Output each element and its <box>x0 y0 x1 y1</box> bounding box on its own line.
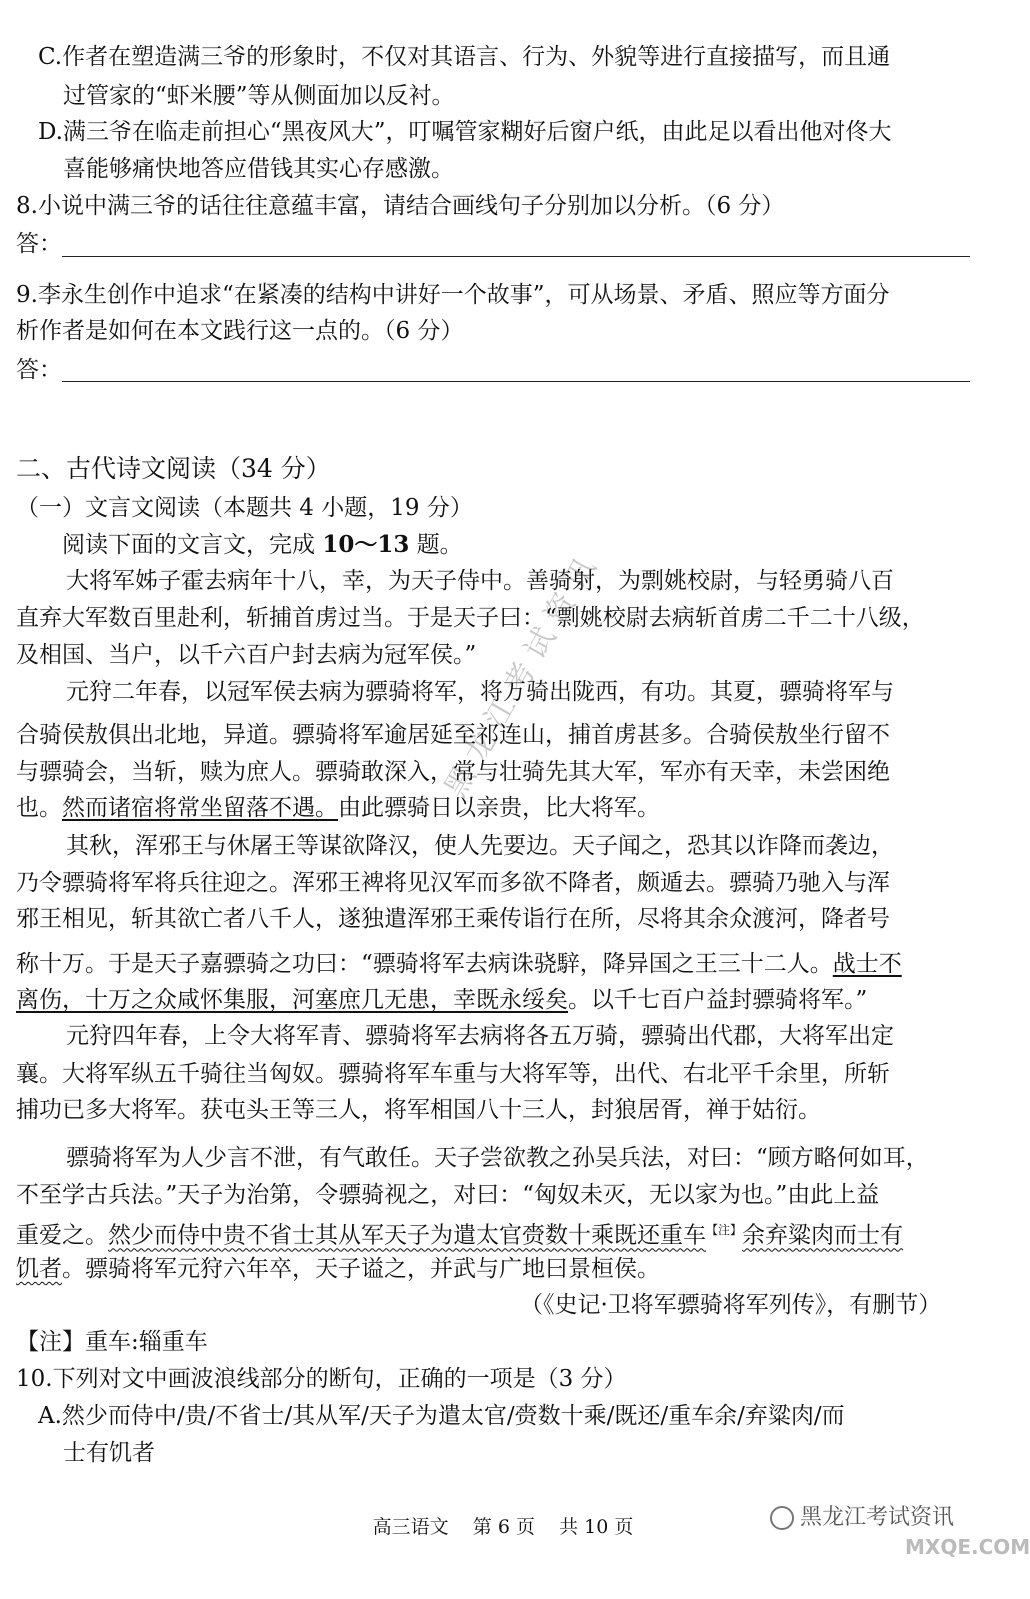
instruction-text: 阅读下面的文言文，完成 <box>62 532 323 558</box>
passage-p2-line2: 合骑侯敖俱出北地，异道。骠骑将军逾居延至祁连山，捕首虏甚多。合骑侯敖坐行留不 <box>16 722 890 748</box>
underlined-sentence: 然而诸宿将常坐留落不遇。 <box>62 795 338 821</box>
q8-answer-line[interactable] <box>62 256 970 257</box>
logo-text: 黑龙江考试资讯 <box>800 1505 955 1530</box>
text: 也。 <box>16 795 62 821</box>
brand-watermark: MXQE.COM <box>905 1535 1030 1559</box>
passage-source: （《史记·卫将军骠骑将军列传》，有删节） <box>520 1292 942 1318</box>
underlined-sentence: 战士不 <box>832 951 902 977</box>
q10-option-a-line1: A.然少而侍中/贵/不省士/其从军/天子为遣太官/赍数十乘/既还/重车余/弃粱肉/而 <box>38 1403 845 1429</box>
passage-p4-line3: 捕功已多大将军。获屯头王等三人，将军相国八十三人，封狼居胥，禅于姑衍。 <box>16 1097 821 1123</box>
passage-p3-line1: 其秋，浑邪王与休屠王等谋欲降汉，使人先要边。天子闻之，恐其以诈降而袭边， <box>66 833 894 859</box>
footnote: 【注】重车:辎重车 <box>16 1329 208 1355</box>
reading-instruction <box>62 530 463 560</box>
q9-question-line1: 9.李永生创作中追求“在紧凑的结构中讲好一个故事”，可从场景、矛盾、照应等方面分 <box>16 282 890 308</box>
passage-p1-line1: 大将军姊子霍去病年十八，幸，为天子侍中。善骑射，为剽姚校尉，与轻勇骑八百 <box>66 568 894 594</box>
passage-p2-line3: 与骠骑会，当斩，赎为庶人。骠骑敢深入，常与壮骑先其大军，军亦有天幸，未尝困绝 <box>16 759 890 785</box>
q7-option-c-line1: C.作者在塑造满三爷的形象时，不仅对其语言、行为、外貌等进行直接描写，而且通 <box>38 44 891 70</box>
q10-question: 10.下列对文中画波浪线部分的断句，正确的一项是（3 分） <box>16 1366 627 1392</box>
q9-question-line2: 析作者是如何在本文践行这一点的。（6 分） <box>16 318 464 344</box>
passage-p1-line2: 直弃大军数百里赴利，斩捕首虏过当。于是天子曰：“剽姚校尉去病斩首虏二千二十八级， <box>16 605 925 631</box>
watermark: 黑龙江考试资讯 <box>437 543 609 804</box>
passage-p5-line4 <box>16 1254 660 1284</box>
passage-p3-line4 <box>16 949 902 979</box>
passage-p5-line2: 不至学古兵法。”天子为治第，令骠骑视之，对曰：“匈奴未灭，无以家为也。”由此上益 <box>16 1182 880 1208</box>
passage-p1-line3: 及相国、当户，以千六百户封去病为冠军侯。” <box>16 642 477 668</box>
q8-question: 8.小说中满三爷的话往往意蕴丰富，请结合画线句子分别加以分析。（6 分） <box>16 193 785 219</box>
page-footer: 高三语文 第 6 页 共 10 页 <box>372 1516 634 1538</box>
wechat-icon <box>770 1506 794 1530</box>
text: 。骠骑将军元狩六年卒，天子谥之，并武与广地曰景桓侯。 <box>62 1256 660 1282</box>
passage-p2-line4 <box>16 793 660 823</box>
q9-answer-line[interactable] <box>62 381 970 382</box>
q7-option-d-line1: D.满三爷在临走前担心“黑夜风大”，叮嘱管家糊好后窗户纸，由此足以看出他对佟大 <box>38 119 892 145</box>
passage-p3-line2: 乃令骠骑将军将兵往迎之。浑邪王裨将见汉军而多欲不降者，颇遁去。骠骑乃驰入与浑 <box>16 870 890 896</box>
wavy-underlined-text: 饥者 <box>16 1256 62 1282</box>
text: 重爱之。 <box>16 1222 108 1249</box>
underlined-sentence: 离伤，十万之众咸怀集服，河塞庶几无患，幸既永绥矣 <box>16 987 568 1013</box>
passage-p3-line5 <box>16 985 867 1015</box>
q7-option-d-line2: 喜能够痛快地答应借钱其实心存感激。 <box>63 156 454 182</box>
passage-p5-line1: 骠骑将军为人少言不泄，有气敢任。天子尝欲教之孙吴兵法，对曰：“顾方略何如耳， <box>66 1145 929 1171</box>
q10-option-a-line2: 士有饥者 <box>63 1440 155 1466</box>
section-title: 二、古代诗文阅读（34 分） <box>16 454 331 483</box>
section-subtitle: （一）文言文阅读（本题共 4 小题，19 分） <box>16 495 473 521</box>
question-range: 10～13 <box>322 531 410 558</box>
text: 。以千七百户益封骠骑将军。” <box>568 987 868 1013</box>
passage-p4-line2: 襄。大将军纵五千骑往当匈奴。骠骑将军车重与大将军等，出代、右北平千余里，所斩 <box>16 1061 890 1087</box>
q9-answer-label: 答： <box>16 357 62 383</box>
wavy-underlined-text: 然少而侍中贵不省士其从军天子为遣太官赍数十乘既还重车 <box>108 1222 706 1249</box>
passage-p5-line3 <box>16 1215 903 1251</box>
source-logo <box>770 1500 954 1531</box>
passage-p2-line1: 元狩二年春，以冠军侯去病为骠骑将军，将万骑出陇西，有功。其夏，骠骑将军与 <box>66 679 894 705</box>
passage-p4-line1: 元狩四年春，上令大将军青、骠骑将军去病将各五万骑，骠骑出代郡，大将军出定 <box>66 1023 894 1049</box>
note-marker: 【注】 <box>706 1223 743 1237</box>
text: 由此骠骑日以亲贵，比大将军。 <box>338 795 660 821</box>
instruction-text-end: 题。 <box>409 532 463 558</box>
text: 称十万。于是天子嘉骠骑之功曰：“骠骑将军去病诛骁騂，降异国之王三十二人。 <box>16 951 833 977</box>
passage-p3-line3: 邪王相见，斩其欲亡者八千人，遂独遣浑邪王乘传诣行在所，尽将其余众渡河，降者号 <box>16 906 890 932</box>
wavy-underlined-text: 余弃粱肉而士有 <box>742 1222 904 1249</box>
q7-option-c-line2: 过管家的“虾米腰”等从侧面加以反衬。 <box>63 83 455 109</box>
q8-answer-label: 答： <box>16 231 62 257</box>
